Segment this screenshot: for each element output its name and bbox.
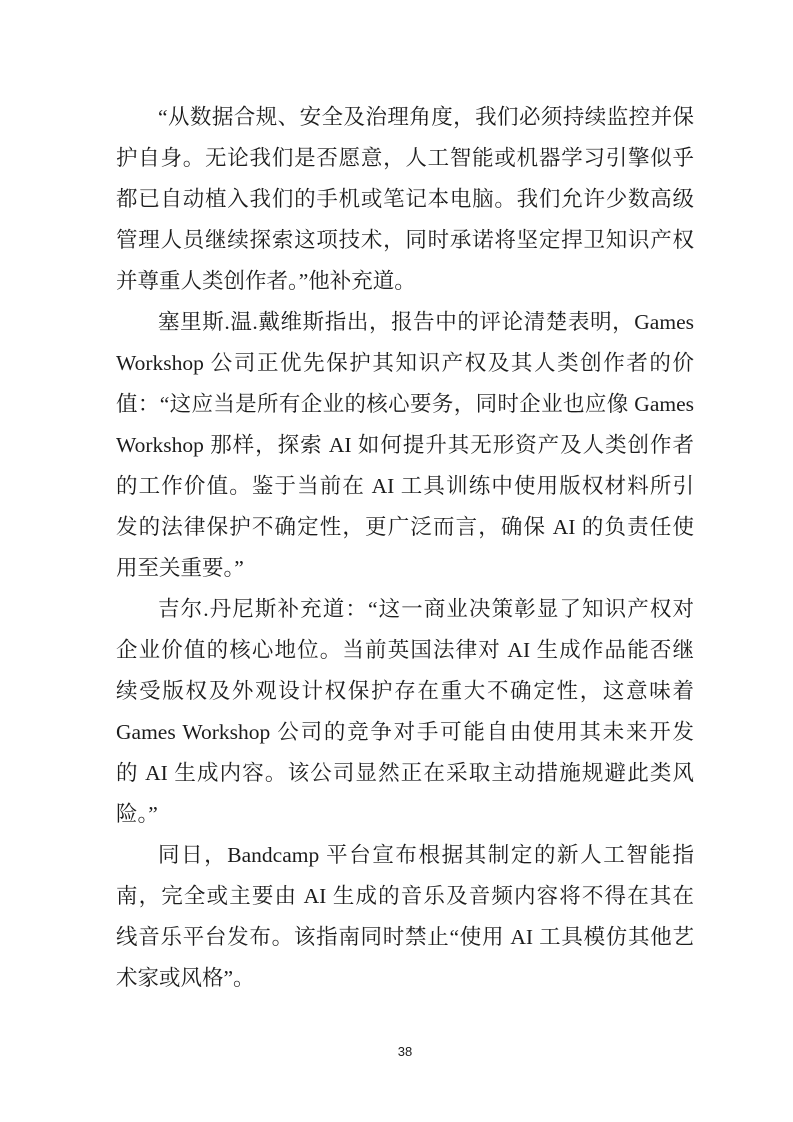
- text-line: 护自身。无论我们是否愿意，人工智能或机器学习引擎似乎: [116, 146, 694, 170]
- paragraph: [116, 589, 694, 835]
- text-line: 同日，Bandcamp 平台宣布根据其制定的新人工智能指: [158, 843, 694, 867]
- text-line: Workshop 那样，探索 AI 如何提升其无形资产及人类创作者: [116, 433, 694, 457]
- text-line: 管理人员继续探索这项技术，同时承诺将坚定捍卫知识产权: [116, 228, 694, 252]
- text-line: 企业价值的核心地位。当前英国法律对 AI 生成作品能否继: [116, 638, 694, 662]
- paragraph: [116, 835, 694, 999]
- page-number: 38: [397, 1044, 413, 1059]
- page-footer: [116, 1044, 694, 1059]
- document-body: [116, 97, 694, 999]
- text-line: 都已自动植入我们的手机或笔记本电脑。我们允许少数高级: [116, 187, 694, 211]
- text-line: 南，完全或主要由 AI 生成的音乐及音频内容将不得在其在: [116, 884, 694, 908]
- text-line: 术家或风格”。: [116, 966, 255, 990]
- text-line: 发的法律保护不确定性，更广泛而言，确保 AI 的负责任使: [116, 515, 694, 539]
- text-line: 续受版权及外观设计权保护存在重大不确定性，这意味着: [116, 679, 694, 703]
- paragraph: [116, 97, 694, 302]
- paragraph: [116, 302, 694, 589]
- text-line: 并尊重人类创作者。”他补充道。: [116, 269, 416, 293]
- text-line: 值：“这应当是所有企业的核心要务，同时企业也应像 Games: [116, 392, 694, 416]
- text-line: 吉尔.丹尼斯补充道：“这一商业决策彰显了知识产权对: [158, 597, 694, 621]
- text-line: Workshop 公司正优先保护其知识产权及其人类创作者的价: [116, 351, 694, 375]
- text-line: Games Workshop 公司的竞争对手可能自由使用其未来开发: [116, 720, 694, 744]
- text-line: 的工作价值。鉴于当前在 AI 工具训练中使用版权材料所引: [116, 474, 694, 498]
- text-line: 的 AI 生成内容。该公司显然正在采取主动措施规避此类风: [116, 761, 694, 785]
- text-line: “从数据合规、安全及治理角度，我们必须持续监控并保: [158, 105, 694, 129]
- text-line: 险。”: [116, 802, 158, 826]
- text-line: 用至关重要。”: [116, 556, 244, 580]
- text-line: 线音乐平台发布。该指南同时禁止“使用 AI 工具模仿其他艺: [116, 925, 694, 949]
- text-line: 塞里斯.温.戴维斯指出，报告中的评论清楚表明，Games: [158, 310, 694, 334]
